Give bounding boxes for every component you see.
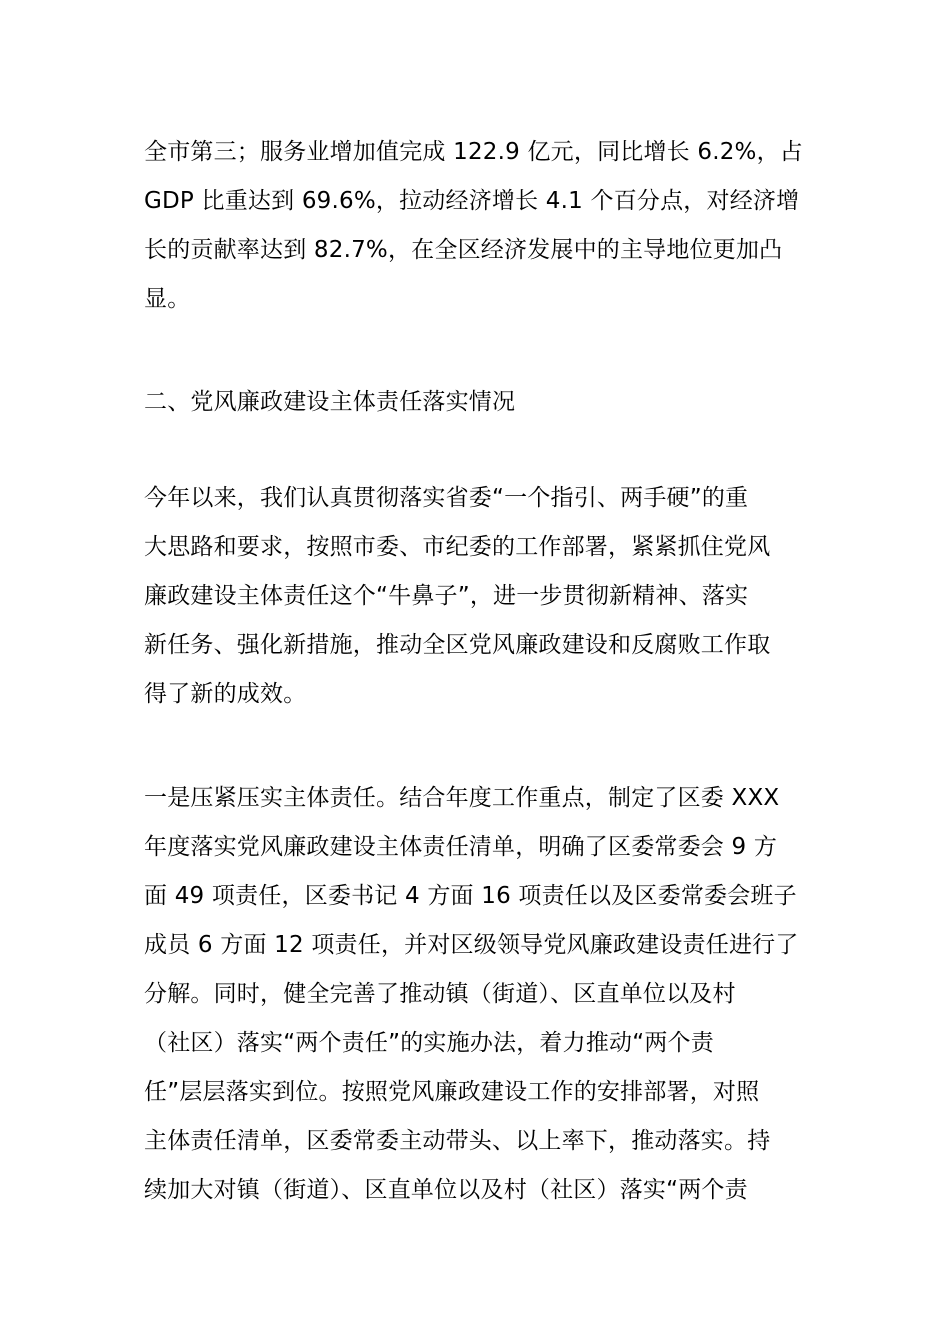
text-line: 全市第三；服务业增加值完成 122.9 亿元，同比增长 6.2%，占: [144, 139, 804, 165]
text-line: 主体责任清单，区委常委主动带头、以上率下，推动落实。持: [144, 1128, 771, 1154]
text-line: 长的贡献率达到 82.7%，在全区经济发展中的主导地位更加凸: [144, 237, 783, 263]
text-line: 成员 6 方面 12 项责任，并对区级领导党风廉政建设责任进行了: [144, 932, 799, 958]
text-line: 大思路和要求，按照市委、市纪委的工作部署，紧紧抓住党风: [144, 534, 771, 560]
text-line: 廉政建设主体责任这个“牛鼻子”，进一步贯彻新精神、落实: [144, 583, 749, 609]
text-line: 任”层层落实到位。按照党风廉政建设工作的安排部署，对照: [144, 1079, 760, 1105]
text-line: 今年以来，我们认真贯彻落实省委“一个指引、两手硬”的重: [144, 485, 749, 511]
text-line: 显。: [144, 286, 191, 312]
text-line: 得了新的成效。: [144, 681, 307, 707]
text-line: 年度落实党风廉政建设主体责任清单，明确了区委常委会 9 方: [144, 834, 778, 860]
text-line: 一是压紧压实主体责任。结合年度工作重点，制定了区委 XXX: [144, 785, 780, 811]
text-line: 新任务、强化新措施，推动全区党风廉政建设和反腐败工作取: [144, 632, 771, 658]
text-line: 面 49 项责任，区委书记 4 方面 16 项责任以及区委常委会班子: [144, 883, 797, 909]
section-heading: [144, 378, 824, 427]
paragraph-service-industry: [144, 128, 824, 324]
paragraph-intro: [144, 474, 824, 719]
text-line: GDP 比重达到 69.6%，拉动经济增长 4.1 个百分点，对经济增: [144, 188, 800, 214]
heading-text: 二、党风廉政建设主体责任落实情况: [144, 389, 516, 415]
text-line: （社区）落实“两个责任”的实施办法，着力推动“两个责: [144, 1030, 714, 1056]
text-line: 分解。同时，健全完善了推动镇（街道）、区直单位以及村: [144, 981, 736, 1007]
paragraph-responsibility: [144, 774, 824, 1215]
text-line: 续加大对镇（街道）、区直单位以及村（社区）落实“两个责: [144, 1177, 748, 1203]
